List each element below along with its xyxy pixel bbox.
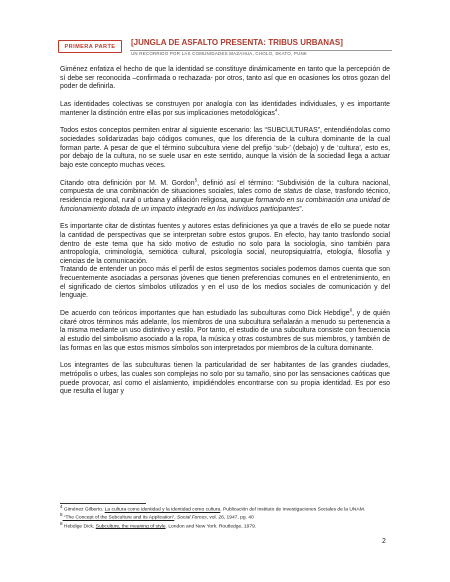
body-text xyxy=(60,66,390,406)
footnote-4-text-a: Giménez Gilberto. xyxy=(62,507,105,513)
section-badge: PRIMERA PARTE xyxy=(58,40,122,53)
paragraph-4-text-b: , definió así el término: “Subdivisión de la cultura nacional, compuesta de una combinación de situaciones sociales, tales como de xyxy=(60,179,390,196)
footnote-6-title: Subculture, the meaning of style xyxy=(95,524,166,530)
paragraph-4-status: status xyxy=(283,188,303,196)
footnote-ref-4: 4 xyxy=(274,107,278,113)
footnote-4-number: 4 xyxy=(60,504,63,509)
footnote-ref-5: 5 xyxy=(194,177,198,183)
footnote-6-text-a: Hebdige Dick, xyxy=(62,524,96,530)
paragraph-2-text: Las identidades colectivas se construyen por analogía con las identidades individuales, y es importante mantener la distinción entre ellas por sus implicaciones metodológicas xyxy=(60,100,390,117)
footnote-6-number: 6 xyxy=(60,520,63,526)
footnote-5-number: 5 xyxy=(60,512,63,518)
footnote-4-title: La cultura como identidad y la identidad como cultura xyxy=(104,507,221,513)
paragraph-6: Tratando de entender un poco más el perfil de estos segmentos sociales podemos darnos cuenta que son frecuentemente asociadas a personas jóvenes que tienen preferencias comunes en el entretenimiento, en el significado de ciertos símbolos utilizados y en el uso de los medios sociales de comunicación y del lenguaje. xyxy=(60,266,390,300)
paragraph-4-text-c: de clase, trasfondo técnico, residencia regional, rural o urbana y afiliación religiosa, aunque xyxy=(60,188,390,204)
paragraph-2-end: . xyxy=(277,109,280,117)
footnote-4-text-b: . Publicación del Instituto de Investigaciones Sociales de la UNAM. xyxy=(220,507,366,513)
paragraph-4-text-a: Citando otra definición por M. M. Gordon xyxy=(60,179,195,187)
paragraph-7-text-b: , y de quién citaré otros términos más adelante, los miembros de una subcultura señalarán a menudo su pertenencia a la misma mediante un uso distintivo y estilo. Por tanto, el estudio de una subcultura consiste con frecuencia al estudio del simbolismo asociado a la ropa, la música y otras costumbres de sus miembros, y también de las formas en las que estos mismos símbolos son interpretados por miembros de la cultura dominante. xyxy=(60,310,390,352)
paragraph-8: Los integrantes de las subculturas tienen la particularidad de ser habitantes de las grandes ciudades, metrópolis o urbes, las cuales son complejas no solo por su tamaño, sino por las sensaciones caóticas que puede provocar, así como el aislamiento, impidiéndoles encontrarse con su propia identidad. Es por eso que resulta el lugar y xyxy=(60,362,390,396)
paragraph-3: Todos estos conceptos permiten entrar al siguiente escenario: las “SUBCULTURAS”, entendiéndolas como sociedades solidarizadas bajo códigos comunes, que los diferencia de la cultura dominante de la cual forman parte. A pesar de que el término subcultura viene del prefijo ‘sub-’ (debajo) y de ‘cultura’, esto es, por debajo de la cultura, no se suele usar en este sentido, aunque la visión de la sociedad llega a actuar bajo este concepto muchas veces. xyxy=(60,127,390,169)
header-subtitle: UN RECORRIDO POR LAS COMUNIDADES MAZAHUA, CHOLO, SKATO, PUNK xyxy=(131,51,308,56)
footnote-5 xyxy=(60,512,390,522)
footnotes xyxy=(60,504,390,532)
footnote-5-text-b: , xyxy=(174,515,178,521)
paragraph-2 xyxy=(60,101,390,118)
paragraph-7 xyxy=(60,307,390,353)
paragraph-1: Giménez enfatiza el hecho de que la identidad se constituye dinámicamente en tanto que la percepción de sí debe ser reconocida –confirmada o rechazada- por otros, tanto así que en ocasiones los otros gozan del poder de definirla. xyxy=(60,66,390,91)
paragraph-4-italic-quote: formando en su combinación una unidad de funcionamiento dotada de un impacto integrado en los individuos participantes xyxy=(60,196,390,213)
footnote-6 xyxy=(60,520,390,531)
paragraph-4-end: ”. xyxy=(299,205,304,213)
footnote-ref-6: 6 xyxy=(349,307,353,313)
page-number: 2 xyxy=(382,538,386,545)
paragraph-5: Es importante citar de distintas fuentes y autores estas definiciones ya que a través de ello se puede notar la cantidad de perspectivas que se interpretan sobre estos grupos. En efecto, hay tanto trasfondo social dentro de este tema que ha sido motivo de estudio no solo para la sociología, sino también para antropología, criminología, semiótica cultural, psicología social, neuropsiquiatría, etología, filosofía y ciencias de la comunicación. xyxy=(60,223,390,265)
paragraph-7-text-a: De acuerdo con teóricos importantes que han estudiado las subculturas como Dick Hebdige xyxy=(60,310,350,318)
paragraph-4 xyxy=(60,177,390,215)
footnote-6-text-b: . London and New York. Routledge, 1979. xyxy=(165,524,257,530)
footnote-5-text-c: , vol. 26, 1947, pg. 40 xyxy=(206,515,254,521)
header-title: [JUNGLA DE ASFALTO PRESENTA: TRIBUS URBANAS] xyxy=(131,38,343,47)
footnote-5-journal: Social Forces xyxy=(177,515,207,521)
footnote-divider xyxy=(60,503,146,504)
footnote-5-title: “The Concept of the Subculture and its Application” xyxy=(62,515,175,521)
footnote-4 xyxy=(60,504,390,514)
